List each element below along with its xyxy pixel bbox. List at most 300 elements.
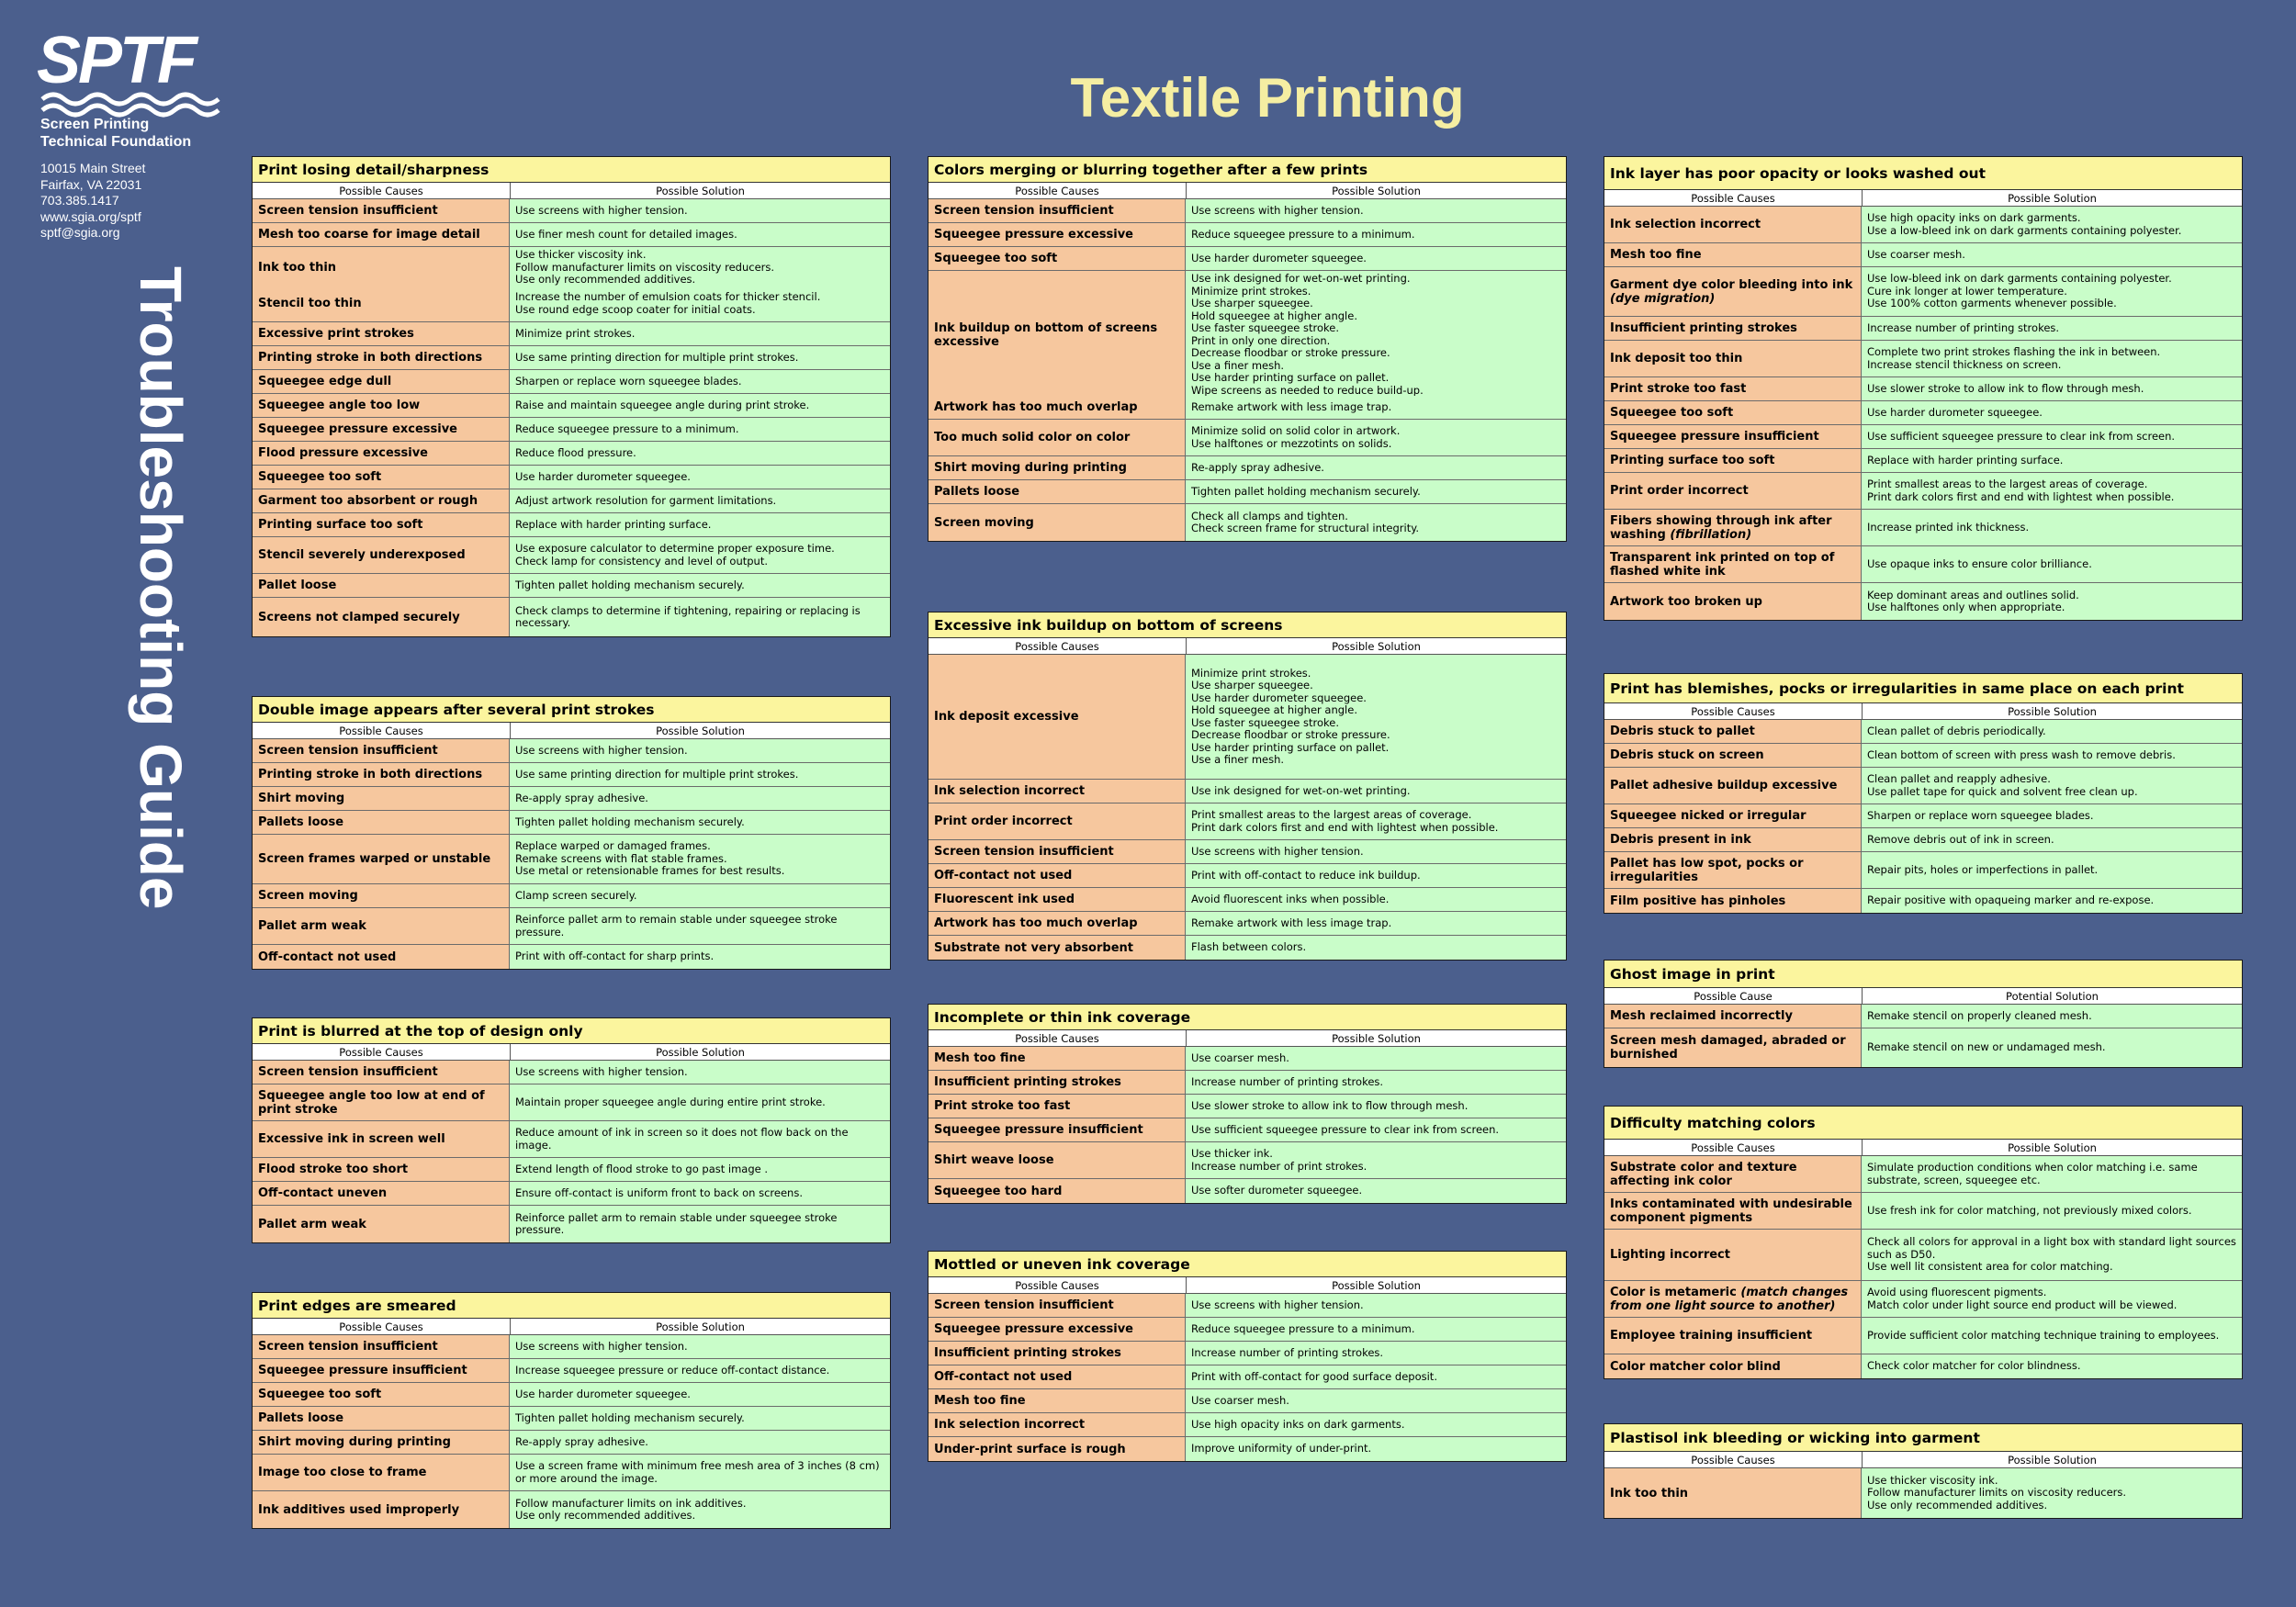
cause-cell: Debris present in ink: [1604, 828, 1862, 851]
cause-cell: Lighting incorrect: [1604, 1230, 1862, 1280]
solution-cell: Replace with harder printing surface.: [510, 513, 890, 536]
solution-cell: Clean pallet and reapply adhesive. Use pallet tape for quick and solvent free clean up.: [1862, 768, 2242, 804]
cause-cell: Print stroke too fast: [1604, 377, 1862, 400]
table-row: [1604, 473, 2242, 510]
solution-cell: Repair pits, holes or imperfections in pallet.: [1862, 852, 2242, 888]
solution-cell: Use screens with higher tension.: [1186, 840, 1566, 863]
table-row: [253, 884, 890, 908]
cause-cell: Squeegee pressure insufficient: [253, 1359, 510, 1382]
address-email[interactable]: sptf@sgia.org: [40, 225, 120, 240]
section-title: Double image appears after several print strokes: [253, 697, 890, 723]
solution-cell: Use sufficient squeegee pressure to clear ink from screen.: [1862, 425, 2242, 448]
cause-cell: Screens not clamped securely: [253, 598, 510, 636]
solution-header: Possible Solution: [510, 183, 890, 198]
cause-cell: Ink selection incorrect: [1604, 207, 1862, 242]
solution-cell: Tighten pallet holding mechanism securely.: [510, 574, 890, 597]
table-row: [253, 537, 890, 574]
solution-cell: Use same printing direction for multiple print strokes.: [510, 346, 890, 369]
column-headers: [1604, 703, 2242, 720]
table-row: [253, 286, 890, 322]
solution-cell: Check all clamps and tighten. Check screen frame for structural integrity.: [1186, 504, 1566, 541]
table-row: [253, 1359, 890, 1383]
table-row: [253, 908, 890, 945]
solution-header: Possible Solution: [1186, 183, 1566, 198]
solution-cell: Complete two print strokes flashing the ink in between. Increase stencil thickness on screen.: [1862, 341, 2242, 376]
table-row: [929, 655, 1566, 780]
section-title: Ghost image in print: [1604, 961, 2242, 988]
sptf-logo: [37, 26, 230, 118]
solution-cell: Use screens with higher tension.: [510, 199, 890, 222]
table-row: [929, 912, 1566, 936]
cause-cell: Shirt moving during printing: [253, 1431, 510, 1454]
cause-cell: Insufficient printing strokes: [929, 1342, 1186, 1365]
table-row: [1604, 510, 2242, 546]
solution-cell: Use opaque inks to ensure color brilliance.: [1862, 546, 2242, 582]
table-row: [929, 504, 1566, 541]
cause-cell: Squeegee too soft: [253, 466, 510, 489]
solution-cell: Flash between colors.: [1186, 936, 1566, 960]
table-row: [929, 1294, 1566, 1318]
cause-cell: Pallet adhesive buildup excessive: [1604, 768, 1862, 804]
cause-cell: Insufficient printing strokes: [929, 1071, 1186, 1094]
solution-header: Possible Solution: [1862, 1452, 2242, 1467]
section-8: [928, 1251, 1567, 1462]
cause-cell: Screen tension insufficient: [253, 1335, 510, 1358]
cause-cell: Pallets loose: [929, 480, 1186, 503]
solution-cell: Use low-bleed ink on dark garments containing polyester. Cure ink longer at lower temperature. Use 100% cotton garments whenever possible.: [1862, 267, 2242, 316]
cause-cell: Substrate color and texture affecting ink color: [1604, 1156, 1862, 1192]
cause-cell: Pallets loose: [253, 811, 510, 834]
solution-cell: Increase squeegee pressure or reduce off-contact distance.: [510, 1359, 890, 1382]
column-headers: [1604, 190, 2242, 207]
table-row: [253, 247, 890, 286]
table-row: [929, 1118, 1566, 1142]
solution-header: Possible Solution: [510, 1319, 890, 1334]
solution-cell: Use thicker viscosity ink. Follow manufacturer limits on viscosity reducers. Use only recommended additives.: [1862, 1468, 2242, 1518]
cause-cell: Squeegee too hard: [929, 1179, 1186, 1203]
solution-cell: Print with off-contact to reduce ink buildup.: [1186, 864, 1566, 887]
table-row: [929, 1318, 1566, 1342]
cause-cell: Off-contact not used: [929, 864, 1186, 887]
solution-cell: Reduce squeegee pressure to a minimum.: [1186, 1318, 1566, 1341]
table-row: [253, 1158, 890, 1182]
section-1: [252, 156, 891, 637]
causes-header: Possible Causes: [1015, 639, 1099, 653]
table-row: [253, 1407, 890, 1431]
solution-cell: Use harder durometer squeegee.: [1862, 401, 2242, 424]
table-row: [253, 1383, 890, 1407]
table-row: [1604, 1230, 2242, 1281]
table-row: [929, 1437, 1566, 1461]
causes-header: Possible Causes: [1691, 704, 1775, 718]
causes-header: Possible Cause: [1694, 989, 1773, 1003]
solution-cell: Use screens with higher tension.: [510, 1061, 890, 1084]
table-row: [253, 598, 890, 636]
table-row: [929, 420, 1566, 456]
solution-cell: Use ink designed for wet-on-wet printing. Minimize print strokes. Use sharper squeegee. Hold squeegee at higher angle. Use faster squeegee stroke. Print in only one direction. Decrease floodbar or stroke pressure. Use a finer mesh. Use harder printing surface on pallet. Wipe screens as needed to reduce build-up.: [1186, 271, 1566, 399]
table-row: [929, 1413, 1566, 1437]
solution-cell: Use slower stroke to allow ink to flow through mesh.: [1862, 377, 2242, 400]
solution-header: Possible Solution: [510, 1044, 890, 1060]
table-row: [929, 1071, 1566, 1095]
table-row: [253, 787, 890, 811]
table-row: [253, 1455, 890, 1491]
section-title: Print is blurred at the top of design only: [253, 1018, 890, 1044]
table-row: [929, 804, 1566, 840]
table-row: [253, 945, 890, 969]
solution-cell: Reduce flood pressure.: [510, 442, 890, 465]
cause-cell: Printing surface too soft: [253, 513, 510, 536]
column-headers: [1604, 1140, 2242, 1156]
solution-header: Possible Solution: [1862, 1140, 2242, 1155]
table-row: [1604, 1281, 2242, 1318]
cause-cell: Print order incorrect: [929, 804, 1186, 839]
cause-cell: Stencil severely underexposed: [253, 537, 510, 573]
cause-cell: Ink additives used improperly: [253, 1491, 510, 1528]
table-row: [1604, 546, 2242, 583]
solution-cell: Increase printed ink thickness.: [1862, 510, 2242, 545]
column-headers: [253, 1044, 890, 1061]
section-12: [1604, 1106, 2243, 1379]
solution-cell: Re-apply spray adhesive.: [510, 1431, 890, 1454]
causes-header: Possible Causes: [1015, 184, 1099, 197]
section-4: [252, 1292, 891, 1529]
solution-header: Possible Solution: [1186, 1030, 1566, 1046]
cause-cell: Mesh too coarse for image detail: [253, 223, 510, 246]
column-headers: [253, 1319, 890, 1335]
solution-cell: Replace warped or damaged frames. Remake screens with flat stable frames. Use metal or retensionable frames for best results.: [510, 835, 890, 883]
table-row: [929, 1179, 1566, 1203]
cause-cell: Inks contaminated with undesirable component pigments: [1604, 1193, 1862, 1229]
section-7: [928, 1004, 1567, 1204]
solution-cell: Reduce squeegee pressure to a minimum.: [1186, 223, 1566, 246]
table-row: [253, 394, 890, 418]
column-headers: [929, 1277, 1566, 1294]
solution-cell: Clamp screen securely.: [510, 884, 890, 907]
table-row: [929, 1389, 1566, 1413]
cause-cell: Film positive has pinholes: [1604, 889, 1862, 913]
cause-cell: Screen tension insufficient: [929, 199, 1186, 222]
solution-header: Possible Solution: [1186, 1277, 1566, 1293]
solution-cell: Print smallest areas to the largest areas of coverage. Print dark colors first and end with lightest when possible.: [1862, 473, 2242, 509]
table-row: [253, 1084, 890, 1121]
cause-cell: Screen tension insufficient: [253, 199, 510, 222]
table-row: [1604, 768, 2242, 804]
solution-cell: Use high opacity inks on dark garments.: [1186, 1413, 1566, 1436]
cause-cell: Fluorescent ink used: [929, 888, 1186, 911]
solution-cell: Print smallest areas to the largest areas of coverage. Print dark colors first and end with lightest when possible.: [1186, 804, 1566, 839]
table-row: [1604, 828, 2242, 852]
solution-cell: Print with off-contact for good surface deposit.: [1186, 1365, 1566, 1388]
cause-cell: Off-contact not used: [253, 945, 510, 969]
cause-cell: Squeegee too soft: [1604, 401, 1862, 424]
cause-cell: Under-print surface is rough: [929, 1437, 1186, 1461]
cause-cell: Printing stroke in both directions: [253, 763, 510, 786]
table-row: [253, 835, 890, 884]
cause-cell: Squeegee too soft: [253, 1383, 510, 1406]
cause-cell: Squeegee edge dull: [253, 370, 510, 393]
cause-cell: Ink deposit too thin: [1604, 341, 1862, 376]
cause-cell: Fibers showing through ink after washing (fibrillation): [1604, 510, 1862, 545]
solution-cell: Tighten pallet holding mechanism securely.: [510, 1407, 890, 1430]
table-row: [929, 247, 1566, 271]
cause-cell: Screen tension insufficient: [253, 1061, 510, 1084]
solution-header: Possible Solution: [1862, 190, 2242, 206]
section-title: Excessive ink buildup on bottom of screens: [929, 612, 1566, 638]
table-row: [1604, 267, 2242, 317]
solution-cell: Use coarser mesh.: [1862, 243, 2242, 266]
causes-header: Possible Causes: [339, 184, 423, 197]
side-title: Troubleshooting Guide: [128, 266, 194, 910]
solution-cell: Increase number of printing strokes.: [1186, 1342, 1566, 1365]
solution-cell: Use thicker ink. Increase number of print strokes.: [1186, 1142, 1566, 1178]
table-row: [929, 1142, 1566, 1179]
table-row: [929, 936, 1566, 960]
table-row: [1604, 804, 2242, 828]
solution-cell: Use coarser mesh.: [1186, 1047, 1566, 1070]
cause-cell: Color matcher color blind: [1604, 1354, 1862, 1378]
column-headers: [929, 183, 1566, 199]
cause-cell: Debris stuck on screen: [1604, 744, 1862, 767]
solution-cell: Reinforce pallet arm to remain stable under squeegee stroke pressure.: [510, 1206, 890, 1242]
table-row: [253, 1431, 890, 1455]
table-row: [253, 1335, 890, 1359]
cause-cell: Garment too absorbent or rough: [253, 489, 510, 512]
column-headers: [253, 183, 890, 199]
table-row: [253, 223, 890, 247]
causes-header: Possible Causes: [1015, 1278, 1099, 1292]
solution-cell: Use high opacity inks on dark garments. Use a low-bleed ink on dark garments containing polyester.: [1862, 207, 2242, 242]
causes-header: Possible Causes: [1015, 1031, 1099, 1045]
solution-cell: Use thicker viscosity ink. Follow manufacturer limits on viscosity reducers. Use only recommended additives.: [510, 247, 890, 288]
table-row: [253, 199, 890, 223]
cause-cell: Insufficient printing strokes: [1604, 317, 1862, 340]
solution-cell: Use ink designed for wet-on-wet printing.: [1186, 780, 1566, 803]
table-row: [253, 513, 890, 537]
cause-cell: Excessive print strokes: [253, 322, 510, 345]
causes-header: Possible Causes: [1691, 1453, 1775, 1467]
cause-cell: Squeegee pressure excessive: [929, 223, 1186, 246]
solution-cell: Replace with harder printing surface.: [1862, 449, 2242, 472]
section-title: Ink layer has poor opacity or looks washed out: [1604, 157, 2242, 190]
cause-cell: Ink too thin: [253, 247, 510, 288]
solution-cell: Use a screen frame with minimum free mesh area of 3 inches (8 cm) or more around the image.: [510, 1455, 890, 1490]
section-10: [1604, 673, 2243, 914]
solution-cell: Adjust artwork resolution for garment limitations.: [510, 489, 890, 512]
solution-cell: Simulate production conditions when color matching i.e. same substrate, screen, squeegee etc.: [1862, 1156, 2242, 1192]
table-row: [253, 811, 890, 835]
cause-cell: Debris stuck to pallet: [1604, 720, 1862, 743]
column-headers: [1604, 1452, 2242, 1468]
section-11: [1604, 960, 2243, 1068]
table-row: [929, 864, 1566, 888]
table-row: [929, 840, 1566, 864]
cause-cell: Mesh too fine: [929, 1389, 1186, 1412]
cause-cell: Transparent ink printed on top of flashed white ink: [1604, 546, 1862, 582]
cause-cell: Too much solid color on color: [929, 420, 1186, 455]
solution-cell: Tighten pallet holding mechanism securely.: [1186, 480, 1566, 503]
solution-cell: Check all colors for approval in a light box with standard light sources such as D50. Use well lit consistent area for color matching.: [1862, 1230, 2242, 1280]
section-title: Mottled or uneven ink coverage: [929, 1252, 1566, 1277]
table-row: [1604, 1468, 2242, 1518]
table-row: [253, 346, 890, 370]
cause-note: (match changes from one light source to another): [1610, 1285, 1849, 1313]
solution-cell: Remake stencil on new or undamaged mesh.: [1862, 1028, 2242, 1067]
cause-cell: Shirt moving: [253, 787, 510, 810]
table-row: [1604, 720, 2242, 744]
table-row: [1604, 317, 2242, 341]
cause-cell: Squeegee pressure insufficient: [929, 1118, 1186, 1141]
cause-cell: Pallet arm weak: [253, 1206, 510, 1242]
table-row: [929, 888, 1566, 912]
cause-cell: Squeegee angle too low: [253, 394, 510, 417]
table-row: [253, 322, 890, 346]
table-row: [1604, 449, 2242, 473]
solution-cell: Follow manufacturer limits on ink additives. Use only recommended additives.: [510, 1491, 890, 1528]
cause-cell: Screen tension insufficient: [929, 1294, 1186, 1317]
cause-cell: Mesh too fine: [929, 1047, 1186, 1070]
section-title: Incomplete or thin ink coverage: [929, 1005, 1566, 1030]
table-row: [929, 199, 1566, 223]
solution-cell: Reinforce pallet arm to remain stable under squeegee stroke pressure.: [510, 908, 890, 944]
table-row: [253, 370, 890, 394]
cause-cell: Squeegee pressure excessive: [253, 418, 510, 441]
causes-header: Possible Causes: [339, 1045, 423, 1059]
solution-header: Potential Solution: [1862, 988, 2242, 1004]
cause-cell: Screen tension insufficient: [253, 739, 510, 762]
section-title: Print edges are smeared: [253, 1293, 890, 1319]
cause-cell: Screen moving: [253, 884, 510, 907]
solution-cell: Sharpen or replace worn squeegee blades.: [1862, 804, 2242, 827]
solution-cell: Print with off-contact for sharp prints.: [510, 945, 890, 969]
table-row: [929, 1342, 1566, 1365]
table-row: [1604, 401, 2242, 425]
cause-cell: Excessive ink in screen well: [253, 1121, 510, 1157]
solution-cell: Tighten pallet holding mechanism securely.: [510, 811, 890, 834]
solution-cell: Use finer mesh count for detailed images.: [510, 223, 890, 246]
table-row: [929, 780, 1566, 804]
table-row: [253, 1121, 890, 1158]
cause-cell: Artwork has too much overlap: [929, 396, 1186, 419]
table-row: [1604, 243, 2242, 267]
section-title: Difficulty matching colors: [1604, 1107, 2242, 1140]
solution-cell: Ensure off-contact is uniform front to back on screens.: [510, 1182, 890, 1205]
table-row: [253, 466, 890, 489]
table-row: [253, 1061, 890, 1084]
cause-cell: Print stroke too fast: [929, 1095, 1186, 1118]
cause-cell: Mesh reclaimed incorrectly: [1604, 1005, 1862, 1028]
section-title: Print has blemishes, pocks or irregularities in same place on each print: [1604, 674, 2242, 703]
table-row: [929, 396, 1566, 420]
org-line1: Screen Printing: [40, 117, 150, 132]
cause-cell: Shirt moving during printing: [929, 456, 1186, 479]
cause-cell: Substrate not very absorbent: [929, 936, 1186, 960]
cause-cell: Pallets loose: [253, 1407, 510, 1430]
column-headers: [1604, 988, 2242, 1005]
address-city: Fairfax, VA 22031: [40, 176, 142, 192]
table-row: [253, 1491, 890, 1528]
cause-cell: Ink buildup on bottom of screens excessive: [929, 271, 1186, 399]
table-row: [929, 271, 1566, 396]
cause-cell: Ink deposit excessive: [929, 655, 1186, 779]
solution-cell: Keep dominant areas and outlines solid. Use halftones only when appropriate.: [1862, 583, 2242, 620]
table-row: [253, 489, 890, 513]
solution-header: Possible Solution: [1862, 703, 2242, 719]
cause-cell: Printing stroke in both directions: [253, 346, 510, 369]
table-row: [1604, 744, 2242, 768]
solution-cell: Minimize print strokes.: [510, 322, 890, 345]
cause-cell: Print order incorrect: [1604, 473, 1862, 509]
solution-cell: Increase the number of emulsion coats for thicker stencil. Use round edge scoop coater for initial coats.: [510, 286, 890, 321]
cause-cell: Ink selection incorrect: [929, 1413, 1186, 1436]
solution-cell: Use screens with higher tension.: [1186, 199, 1566, 222]
solution-cell: Repair positive with opaqueing marker and re-expose.: [1862, 889, 2242, 913]
table-row: [929, 223, 1566, 247]
solution-cell: Use screens with higher tension.: [510, 739, 890, 762]
solution-cell: Provide sufficient color matching technique training to employees.: [1862, 1318, 2242, 1354]
solution-cell: Use harder durometer squeegee.: [1186, 247, 1566, 270]
table-row: [253, 574, 890, 598]
cause-cell: Color is metameric (match changes from one light source to another): [1604, 1281, 1862, 1317]
cause-cell: Employee training insufficient: [1604, 1318, 1862, 1354]
address-phone: 703.385.1417: [40, 193, 119, 208]
table-row: [1604, 1354, 2242, 1378]
section-13: [1604, 1423, 2243, 1519]
section-9: [1604, 156, 2243, 621]
table-row: [1604, 1156, 2242, 1193]
solution-cell: Minimize print strokes. Use sharper squeegee. Use harder durometer squeegee. Hold squeegee at higher angle. Use faster squeegee stroke. Decrease floodbar or stroke pressure. Use harder printing surface on pallet. Use a finer mesh.: [1186, 655, 1566, 779]
cause-cell: Screen tension insufficient: [929, 840, 1186, 863]
cause-cell: Artwork has too much overlap: [929, 912, 1186, 935]
section-title: Print losing detail/sharpness: [253, 157, 890, 183]
column-headers: [929, 1030, 1566, 1047]
table-row: [253, 739, 890, 763]
cause-cell: Stencil too thin: [253, 286, 510, 321]
cause-cell: Squeegee nicked or irregular: [1604, 804, 1862, 827]
solution-header: Possible Solution: [510, 723, 890, 738]
org-name: [40, 116, 191, 151]
solution-cell: Maintain proper squeegee angle during entire print stroke.: [510, 1084, 890, 1120]
solution-cell: Use screens with higher tension.: [510, 1335, 890, 1358]
solution-cell: Increase number of printing strokes.: [1186, 1071, 1566, 1094]
table-row: [1604, 583, 2242, 620]
cause-cell: Off-contact not used: [929, 1365, 1186, 1388]
cause-note: (dye migration): [1610, 291, 1716, 306]
table-row: [253, 1182, 890, 1206]
solution-cell: Check color matcher for color blindness.: [1862, 1354, 2242, 1378]
solution-cell: Use softer durometer squeegee.: [1186, 1179, 1566, 1203]
cause-cell: Off-contact uneven: [253, 1182, 510, 1205]
solution-cell: Extend length of flood stroke to go past image .: [510, 1158, 890, 1181]
section-6: [928, 612, 1567, 961]
solution-cell: Use coarser mesh.: [1186, 1389, 1566, 1412]
cause-cell: Pallet has low spot, pocks or irregularities: [1604, 852, 1862, 888]
table-row: [1604, 1193, 2242, 1230]
table-row: [253, 418, 890, 442]
table-row: [1604, 852, 2242, 889]
cause-cell: Ink too thin: [1604, 1468, 1862, 1518]
table-row: [929, 456, 1566, 480]
cause-cell: Artwork too broken up: [1604, 583, 1862, 620]
table-row: [1604, 377, 2242, 401]
table-row: [1604, 1318, 2242, 1354]
address-website[interactable]: www.sgia.org/sptf: [40, 208, 141, 224]
solution-cell: Sharpen or replace worn squeegee blades.: [510, 370, 890, 393]
table-row: [929, 1095, 1566, 1118]
cause-cell: Squeegee angle too low at end of print stroke: [253, 1084, 510, 1120]
solution-cell: Use same printing direction for multiple print strokes.: [510, 763, 890, 786]
column-headers: [929, 638, 1566, 655]
